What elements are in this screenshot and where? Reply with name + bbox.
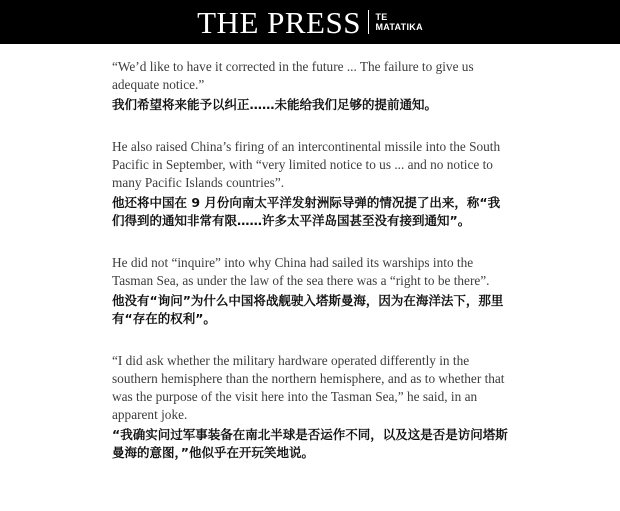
paragraph-chinese: 他还将中国在 9 月份向南太平洋发射洲际导弹的情况提了出来，称“我们得到的通知非常有限……许多太平洋岛国甚至没有接到通知”。 [112,195,501,228]
paragraph-english: “I did ask whether the military hardware operated differently in the southern hemisphere than the northern hemisphere, and as to whether that was the purpose of the visit here into the Tasman Sea,” he said, in an apparent joke. [112,353,505,422]
brand-subtitle [375,12,422,32]
paragraph-block [112,138,512,230]
brand-divider [368,10,370,34]
brand-subtitle-line-2: MATATIKA [375,22,423,32]
paragraph-chinese: 他没有“询问”为什么中国将战舰驶入塔斯曼海，因为在海洋法下，那里有“存在的权利”。 [112,293,504,326]
paragraph-chinese: “我确实问过军事装备在南北半球是否运作不同，以及这是否是访问塔斯曼海的意图，”他似乎在开玩笑地说。 [112,427,508,460]
paragraph-english: “We’d like to have it corrected in the future ... The failure to give us adequate notice.” [112,59,474,92]
paragraph-english: He also raised China’s firing of an intercontinental missile into the South Pacific in September, with “very limited notice to us ... and no notice to many Pacific Islands countries”. [112,139,501,190]
brand-logo[interactable] [197,4,423,40]
paragraph-block [112,254,512,328]
brand-title: THE PRESS [197,4,361,40]
brand-subtitle-line-1: TE [375,12,388,22]
article-body [112,58,512,462]
paragraph-block [112,352,512,462]
masthead [0,0,620,44]
paragraph-chinese: 我们希望将来能予以纠正……未能给我们足够的提前通知。 [112,97,438,112]
paragraph-block [112,58,512,114]
paragraph-english: He did not “inquire” into why China had sailed its warships into the Tasman Sea, as under the law of the sea there was a “right to be there”. [112,255,490,288]
